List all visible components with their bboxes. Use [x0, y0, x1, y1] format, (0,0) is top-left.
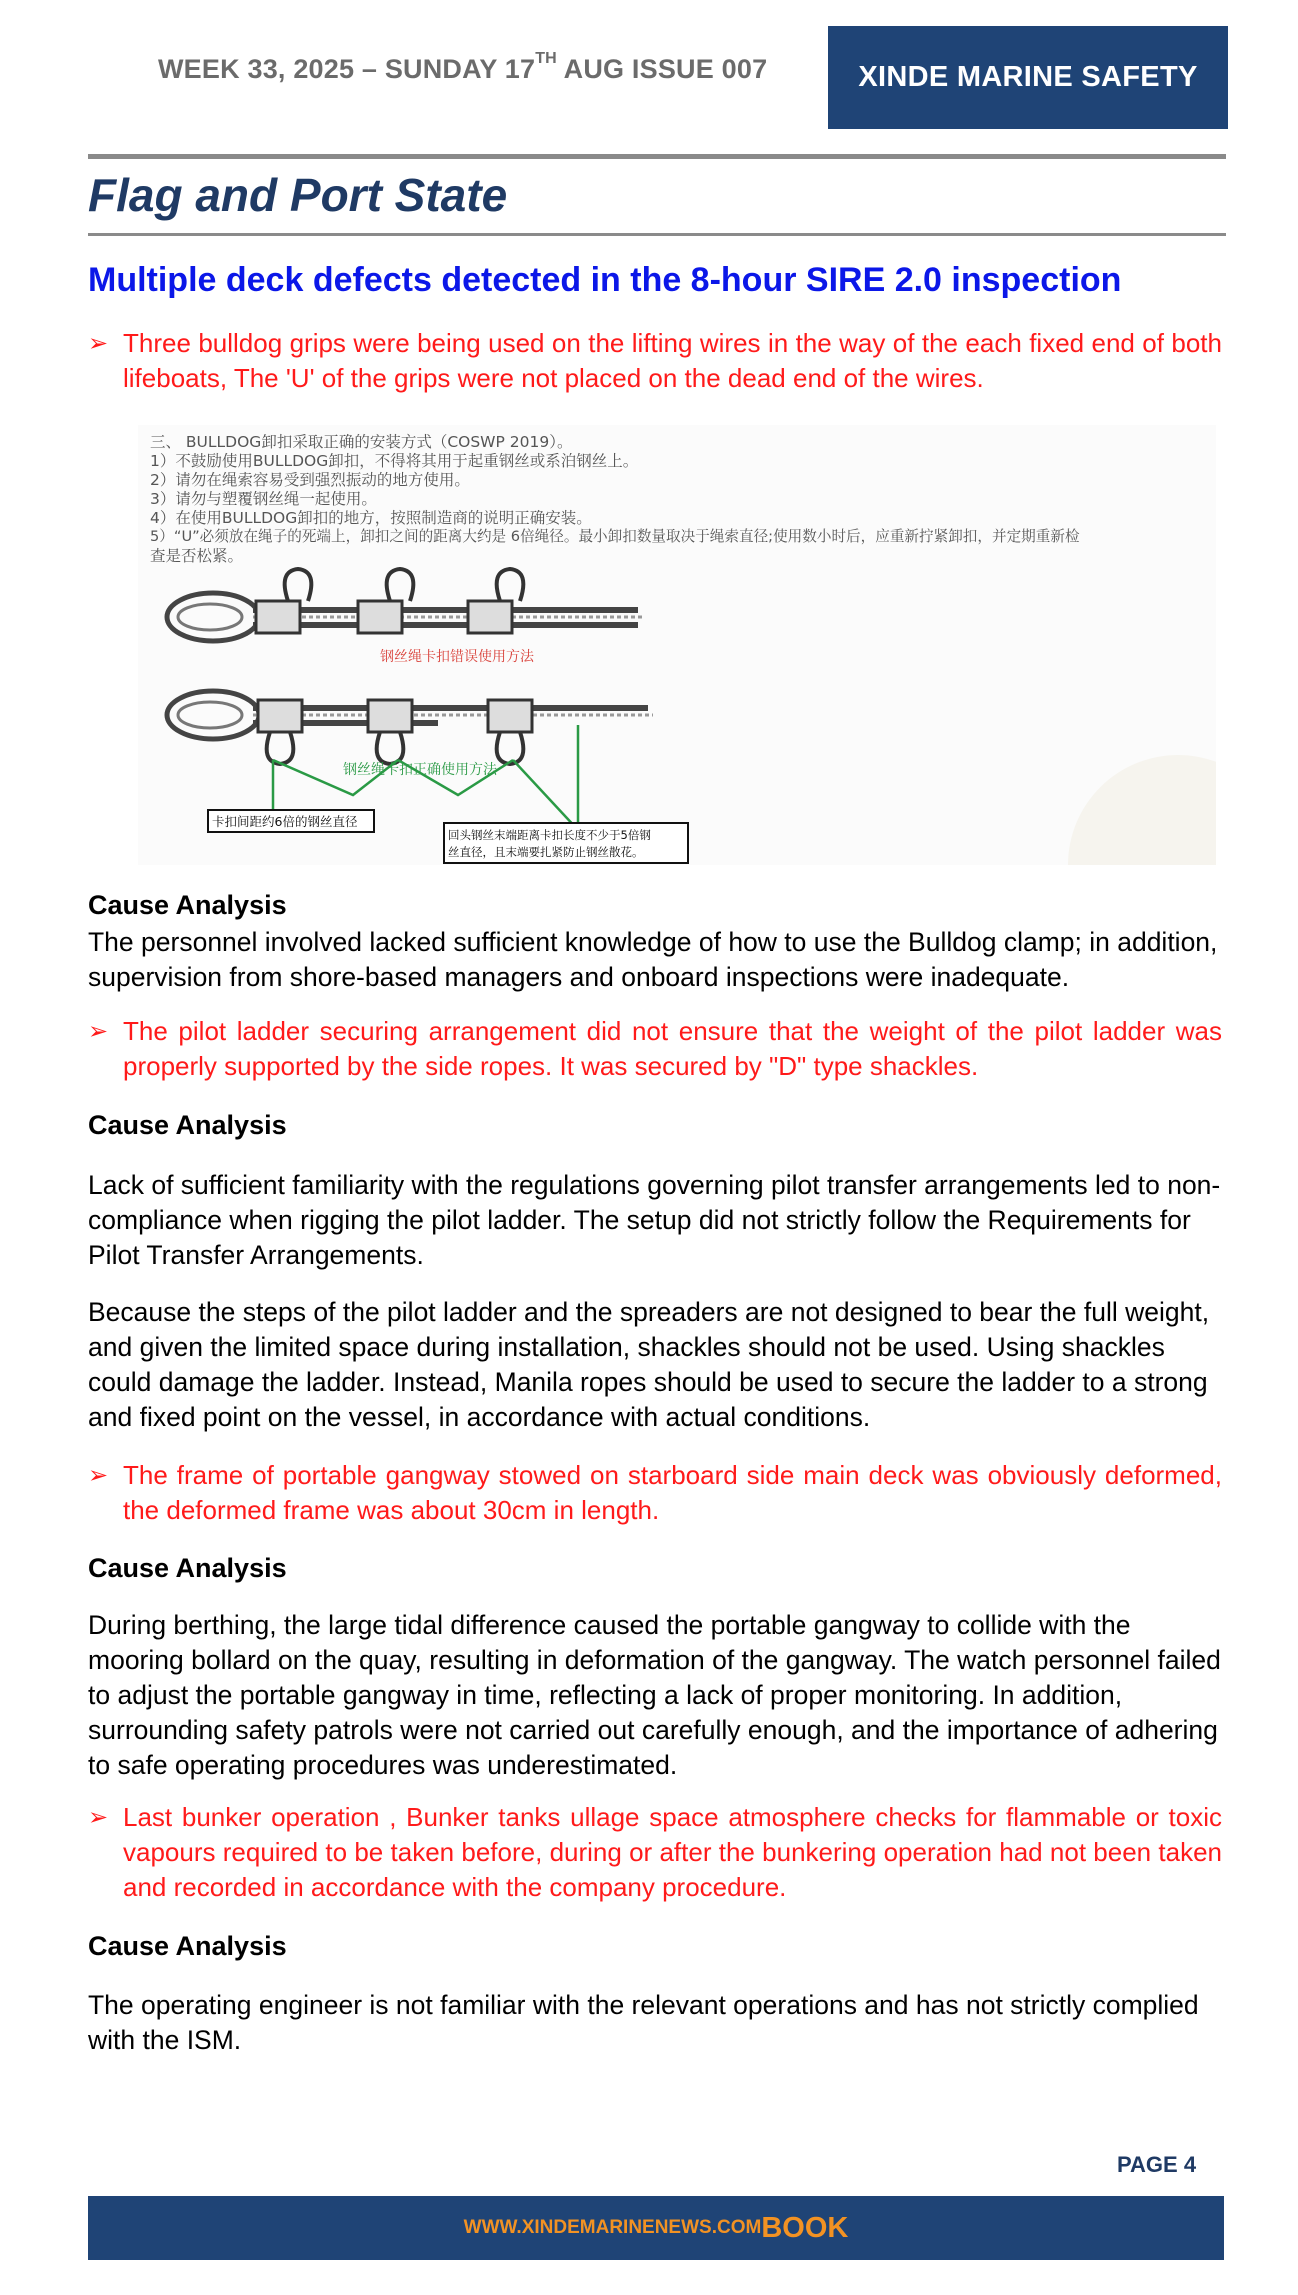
cause-paragraph-2: Lack of sufficient familiarity with the regulations governing pilot transfer arrangements led to non-compliance when rigging the pilot ladder. The setup did not strictly follow the Requirements for Pilot Transfer Arrangements. [88, 1170, 1221, 1270]
arrow-bullet-icon: ➢ [88, 1018, 109, 1045]
figure-text-line: 3）请勿与塑覆钢丝绳一起使用。 [150, 490, 377, 508]
figure-text-line: 查是否松紧。 [150, 547, 244, 565]
section-title: Flag and Port State [88, 169, 508, 221]
header-divider [88, 154, 1226, 159]
wire-rope-diagram [138, 425, 1216, 865]
dead-end-note-line-2: 丝直径，且末端要扎紧防止钢丝散花。 [448, 845, 644, 859]
figure-text-line: 三、 BULLDOG卸扣采取正确的安装方式（COSWP 2019）。 [150, 433, 573, 451]
defect-text-4: Last bunker operation , Bunker tanks ullage space atmosphere checks for flammable or toxic vapours required to be taken before, during or after the bunkering operation had not been taken and recorded in accordance with the company procedure. [123, 1802, 1222, 1902]
issue-date-line [158, 50, 768, 85]
arrow-bullet-icon: ➢ [88, 330, 109, 357]
figure-text-line: 5）“U”必须放在绳子的死端上，卸扣之间的距离大约是 6倍绳径。最小卸扣数量取决于绳索直径;使用数小时后，应重新拧紧卸扣，并定期重新检 [150, 528, 1080, 545]
footer-website-link[interactable]: WWW.XINDEMARINENEWS.COM [463, 2217, 762, 2238]
correct-usage-label: 钢丝绳卡扣正确使用方法 [343, 762, 497, 778]
date-prefix: WEEK 33, 2025 – SUNDAY 17 [158, 54, 536, 84]
brand-banner [828, 26, 1228, 129]
cause-analysis-heading: Cause Analysis [88, 890, 287, 920]
background-shape [1068, 755, 1216, 865]
footer-book-label: BOOK [761, 2211, 849, 2244]
figure-text-line: 2）请勿在绳索容易受到强烈振动的地方使用。 [150, 471, 470, 489]
bulldog-grip-figure [138, 425, 1216, 865]
section-divider [88, 233, 1226, 236]
cause-analysis-heading: Cause Analysis [88, 1931, 287, 1961]
defect-text-2: The pilot ladder securing arrangement did not ensure that the weight of the pilot ladder was properly supported by the side ropes. It was secured by "D" type shackles. [123, 1016, 1222, 1081]
date-suffix: AUG ISSUE 007 [556, 54, 768, 84]
brand-name: XINDE MARINE SAFETY [858, 61, 1198, 93]
defect-text-1: Three bulldog grips were being used on the lifting wires in the way of the each fixed end of both lifeboats, The 'U' of the grips were not placed on the dead end of the wires. [123, 328, 1222, 393]
defect-item-4 [88, 1800, 1222, 1905]
defect-text-3: The frame of portable gangway stowed on starboard side main deck was obviously deformed, the deformed frame was about 30cm in length. [123, 1460, 1222, 1525]
wrong-usage-wire [167, 569, 643, 641]
cause-paragraph-4: During berthing, the large tidal difference caused the portable gangway to collide with the mooring bollard on the quay, resulting in deformation of the gangway. The watch personnel failed to adjust the portable gangway in time, reflecting a lack of proper monitoring. In addition, surrounding safety patrols were not carried out carefully enough, and the importance of adhering to safe operating procedures was underestimated. [88, 1610, 1221, 1780]
spacing-note-text: 卡扣间距约6倍的钢丝直径 [212, 814, 358, 829]
dead-end-note-line-1: 回头钢丝末端距离卡扣长度不少于5倍钢 [448, 828, 651, 842]
figure-text-line: 1）不鼓励使用BULLDOG卸扣，不得将其用于起重钢丝或系泊钢丝上。 [150, 452, 639, 470]
figure-text-line: 4）在使用BULLDOG卸扣的地方，按照制造商的说明正确安装。 [150, 509, 592, 527]
date-ordinal: TH [535, 50, 557, 67]
arrow-bullet-icon: ➢ [88, 1804, 109, 1831]
defect-item-2 [88, 1014, 1222, 1084]
wrong-usage-label: 钢丝绳卡扣错误使用方法 [380, 649, 534, 665]
page-number: PAGE 4 [1117, 2152, 1197, 2177]
arrow-bullet-icon: ➢ [88, 1462, 109, 1489]
cause-analysis-heading: Cause Analysis [88, 1110, 287, 1140]
cause-paragraph-5: The operating engineer is not familiar with the relevant operations and has not strictly complied with the ISM. [88, 1990, 1199, 2055]
defect-item-3 [88, 1458, 1222, 1528]
footer-bar [88, 2196, 1224, 2260]
cause-paragraph-1: The personnel involved lacked sufficient knowledge of how to use the Bulldog clamp; in addition, supervision from shore-based managers and onboard inspections were inadequate. [88, 927, 1218, 992]
cause-analysis-heading: Cause Analysis [88, 1553, 287, 1583]
article-title: Multiple deck defects detected in the 8-hour SIRE 2.0 inspection [88, 261, 1122, 299]
cause-paragraph-3: Because the steps of the pilot ladder and the spreaders are not designed to bear the full weight, and given the limited space during installation, shackles should not be used. Using shackles could damage the ladder. Instead, Manila ropes should be used to secure the ladder to a strong and fixed point on the vessel, in accordance with actual conditions. [88, 1297, 1210, 1432]
defect-item-1 [88, 326, 1222, 396]
